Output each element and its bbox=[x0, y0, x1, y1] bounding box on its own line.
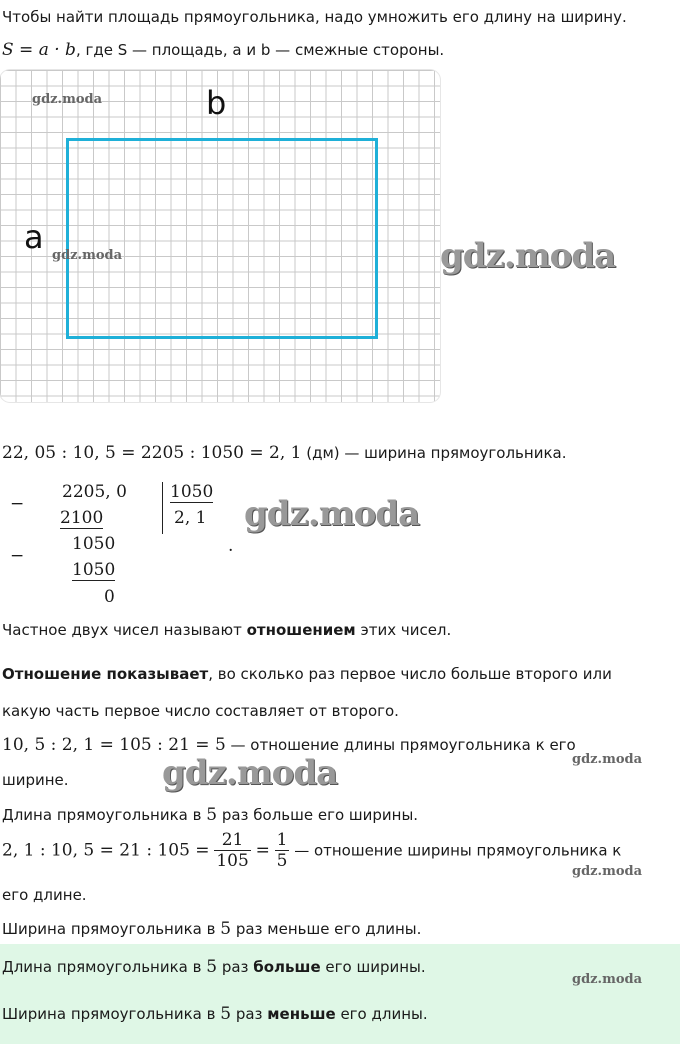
equals-sign: = bbox=[255, 840, 270, 861]
number: 5 bbox=[220, 1004, 232, 1024]
numerator: 21 bbox=[214, 830, 250, 851]
fraction-1-5 bbox=[275, 830, 290, 871]
intro-line-1: Чтобы найти площадь прямоугольника, надо умножить его длину на ширину. bbox=[2, 8, 627, 26]
term-ratio-shows: Отношение показывает bbox=[2, 665, 209, 683]
number: 5 bbox=[206, 957, 218, 977]
minus-sign: − bbox=[10, 546, 25, 566]
watermark-logo: gdz.moda bbox=[244, 494, 420, 534]
watermark-logo: gdz.moda bbox=[572, 752, 643, 767]
quotient: 2, 1 bbox=[174, 508, 207, 528]
divisor: 1050 bbox=[170, 482, 214, 502]
equation-2: 2, 1 : 10, 5 = 21 : 105 = bbox=[2, 840, 210, 861]
text-run: , во сколько раз первое число больше второго или bbox=[208, 665, 612, 683]
ratio-definition bbox=[2, 621, 451, 639]
text-run: его ширины. bbox=[320, 958, 426, 976]
watermark-logo: gdz.moda bbox=[52, 248, 123, 263]
statement-width-less bbox=[2, 919, 421, 939]
dividend: 2205, 0 bbox=[62, 482, 127, 502]
division-bar bbox=[162, 482, 163, 534]
text-run: раз больше его ширины. bbox=[217, 806, 419, 824]
second-subtrahend: 1050 bbox=[72, 560, 116, 580]
width-unit-text: (дм) — ширина прямоугольника. bbox=[301, 444, 567, 462]
watermark-logo: gdz.moda bbox=[32, 92, 103, 107]
text-run: Ширина прямоугольника в bbox=[2, 1005, 221, 1023]
first-subtrahend: 2100 bbox=[60, 508, 104, 528]
text-run: раз bbox=[217, 958, 254, 976]
text-run: раз меньше его длины. bbox=[231, 920, 422, 938]
watermark-logo: gdz.moda bbox=[440, 236, 616, 276]
summary-line-2 bbox=[2, 1004, 428, 1024]
length-to-width-ratio bbox=[2, 735, 576, 755]
text-run: — отношение ширины прямоугольника к bbox=[289, 841, 622, 860]
width-to-length-ratio bbox=[2, 830, 621, 871]
formula-explanation: , где S — площадь, a и b — смежные стороны. bbox=[75, 41, 445, 59]
side-a-label: a bbox=[24, 218, 44, 256]
period: . bbox=[228, 536, 234, 556]
minus-sign: − bbox=[10, 494, 25, 514]
fraction-21-105 bbox=[214, 830, 250, 871]
intro-line-2 bbox=[2, 40, 444, 60]
width-equation: 22, 05 : 10, 5 = 2205 : 1050 = 2, 1 bbox=[2, 443, 302, 463]
number: 5 bbox=[220, 919, 232, 939]
area-formula: S = a · b bbox=[2, 40, 76, 60]
watermark-logo: gdz.moda bbox=[572, 864, 643, 879]
ratio-meaning-2: какую часть первое число составляет от второго. bbox=[2, 702, 399, 720]
summary-line-1 bbox=[2, 957, 426, 977]
text-run: Частное двух чисел называют bbox=[2, 621, 247, 639]
ratio-meaning-1 bbox=[2, 665, 612, 683]
text-run: Длина прямоугольника в bbox=[2, 806, 207, 824]
text-run: раз bbox=[231, 1005, 268, 1023]
length-to-width-ratio-cont: ширине. bbox=[2, 771, 69, 789]
text-run: его длины. bbox=[335, 1005, 428, 1023]
denominator: 105 bbox=[216, 851, 249, 871]
watermark-logo: gdz.moda bbox=[572, 972, 643, 987]
width-to-length-ratio-cont: его длине. bbox=[2, 886, 87, 904]
watermark-logo: gdz.moda bbox=[162, 753, 338, 793]
equation-1: 10, 5 : 2, 1 = 105 : 21 = 5 bbox=[2, 735, 226, 755]
width-calculation bbox=[2, 443, 566, 463]
text-run: этих чисел. bbox=[355, 621, 452, 639]
text-run: Длина прямоугольника в bbox=[2, 958, 207, 976]
number: 5 bbox=[206, 805, 218, 825]
text-run: — отношение длины прямоугольника к его bbox=[225, 736, 576, 754]
emphasis-greater: больше bbox=[253, 958, 321, 976]
numerator: 1 bbox=[276, 830, 288, 850]
term-ratio: отношением bbox=[246, 621, 356, 639]
final-remainder: 0 bbox=[104, 587, 115, 607]
emphasis-less: меньше bbox=[267, 1005, 336, 1023]
text-run: Ширина прямоугольника в bbox=[2, 920, 221, 938]
side-b-label: b bbox=[206, 84, 227, 122]
denominator: 5 bbox=[276, 851, 288, 871]
statement-length-greater bbox=[2, 805, 418, 825]
rectangle-shape bbox=[66, 138, 378, 339]
remainder: 1050 bbox=[72, 534, 116, 554]
